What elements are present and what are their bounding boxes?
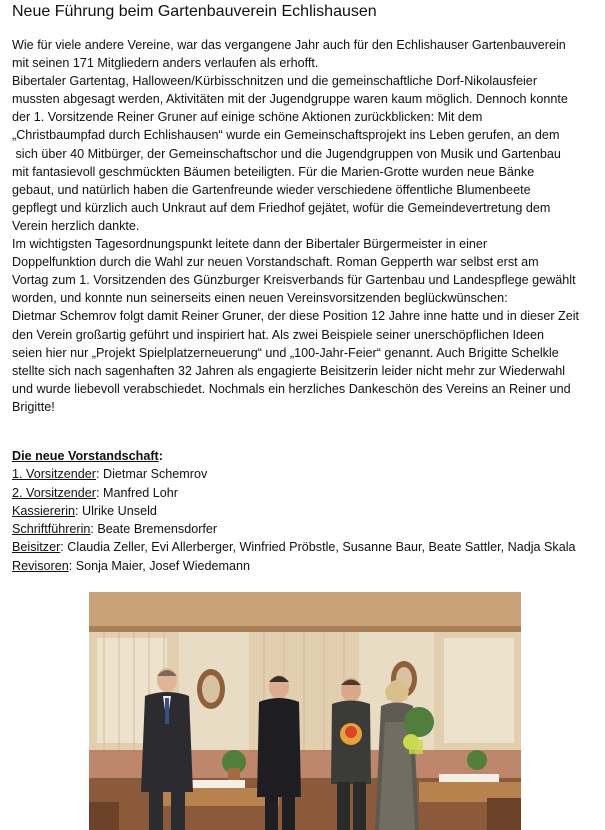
article-line: Brigitte! — [12, 399, 55, 414]
article-line: „Christbaumpfad durch Echlishausen“ wurde ein Gemeinschaftsprojekt ins Leben gerufen, an dem — [12, 128, 560, 143]
article-line: mit fantasievoll geschmückten Bäumen beteiligten. Für die Marien-Grotte wurden neue Bänke — [12, 164, 535, 179]
article-line: mussten abgesagt werden, Aktivitäten mit der Jugendgruppe waren kaum möglich. Dennoch konnte — [12, 92, 568, 107]
photo-table-runner-right — [439, 774, 499, 782]
photo-plant-left-pot — [228, 768, 240, 780]
article-line: mit seinen 171 Mitgliedern anders verlaufen als erhofft. — [12, 56, 319, 71]
board-role: Kassiererin — [12, 503, 75, 518]
article-body — [12, 36, 597, 416]
article-line: gepflegt und kürzlich auch Unkraut auf dem Friedhof gejätet, wofür die Gemeindevertretung dem — [12, 200, 551, 215]
article-line: Vortag zum 1. Vorsitzenden des Günzburger Kreisverbands für Gartenbau und Landespflege gewählt — [12, 273, 576, 288]
article-line: und wurde liebevoll verabschiedet. Nochmals ein herzliches Dankeschön des Vereins an Reiner und — [12, 381, 571, 396]
photo-ceiling-beam — [89, 626, 521, 632]
article-line: sich über 40 Mitbürger, der Gemeinschaftschor und die Jugendgruppen von Musik und Gartenbau — [12, 146, 561, 161]
group-photo-illustration — [89, 592, 521, 830]
article-line: Verein herzlich dankte. — [12, 218, 140, 233]
article-line: worden, und konnte nun seinerseits einen neuen Vereinsvorsitzenden beglückwünschen: — [12, 291, 508, 306]
board-role: 2. Vorsitzender — [12, 485, 97, 500]
article-line: Wie für viele andere Vereine, war das vergangene Jahr auch für den Echlishauser Gartenbauverein — [12, 38, 566, 52]
article-line: Bibertaler Gartentag, Halloween/Kürbisschnitzen und die gemeinschaftliche Dorf-Nikolausfeier — [12, 74, 538, 89]
photo-window-right — [444, 638, 514, 743]
article-line: Dietmar Schemrov folgt damit Reiner Gruner, der diese Position 12 Jahre inne hatte und in dieser Zeit — [12, 309, 580, 324]
board-member-row — [12, 484, 576, 502]
group-photo — [89, 592, 521, 830]
board-heading — [12, 447, 576, 465]
article-line: der 1. Vorsitzende Reiner Gruner auf einige schöne Aktionen zurückblicken: Mit dem — [12, 110, 483, 125]
photo-ceiling — [89, 592, 521, 626]
article-line: Im wichtigsten Tagesordnungspunkt leitete dann der Bibertaler Bürgermeister in einer — [12, 237, 488, 252]
board-member-row — [12, 465, 576, 483]
photo-chair-left — [89, 802, 119, 830]
board-role: Beisitzer — [12, 540, 61, 555]
board-role: Schriftführerin — [12, 522, 91, 537]
board-section — [12, 447, 576, 575]
article-line: Doppelfunktion durch die Wahl zur neuen Vorstandschaft. Roman Gepperth war selbst erst am — [12, 255, 539, 270]
article-line: seien hier nur „Projekt Spielplatzerneuerung“ und „100-Jahr-Feier“ genannt. Auch Brigitte Schelkle — [12, 345, 559, 360]
photo-mirror-left-glass — [202, 675, 220, 703]
board-names: : Manfred Lohr — [96, 485, 178, 500]
board-member-row — [12, 557, 576, 575]
photo-chair-right — [487, 798, 521, 830]
article-line: stellte sich nach sagenhaften 32 Jahren als engagierte Beisitzerin leider nicht mehr zur Wiederwahl — [12, 363, 566, 378]
board-member-row — [12, 502, 576, 520]
board-names: : Sonja Maier, Josef Wiedemann — [68, 558, 251, 573]
article-line: gebaut, und natürlich haben die Gartenfreunde wieder verschiedene öffentliche Blumenbeete — [12, 182, 531, 197]
board-names: : Ulrike Unseld — [75, 503, 157, 518]
board-member-row — [12, 520, 576, 538]
board-member-row — [12, 538, 576, 556]
board-role: Revisoren — [12, 558, 69, 573]
article-title: Neue Führung beim Gartenbauverein Echlishausen — [12, 3, 377, 20]
board-heading-colon: : — [158, 449, 163, 463]
board-names: : Claudia Zeller, Evi Allerberger, Winfried Pröbstle, Susanne Baur, Beate Sattler, Nadja Skala — [60, 540, 576, 555]
board-heading-text: Die neue Vorstandschaft — [12, 449, 159, 463]
board-names: : Dietmar Schemrov — [96, 467, 208, 482]
board-names: : Beate Bremensdorfer — [90, 522, 218, 537]
photo-table-runner — [185, 780, 245, 788]
board-role: 1. Vorsitzender — [12, 467, 97, 482]
article-line: den Verein großartig geführt und inspiriert hat. Als zwei Beispiele seiner unerschöpflichen Ideen — [12, 327, 545, 342]
photo-plant-right — [467, 750, 487, 770]
